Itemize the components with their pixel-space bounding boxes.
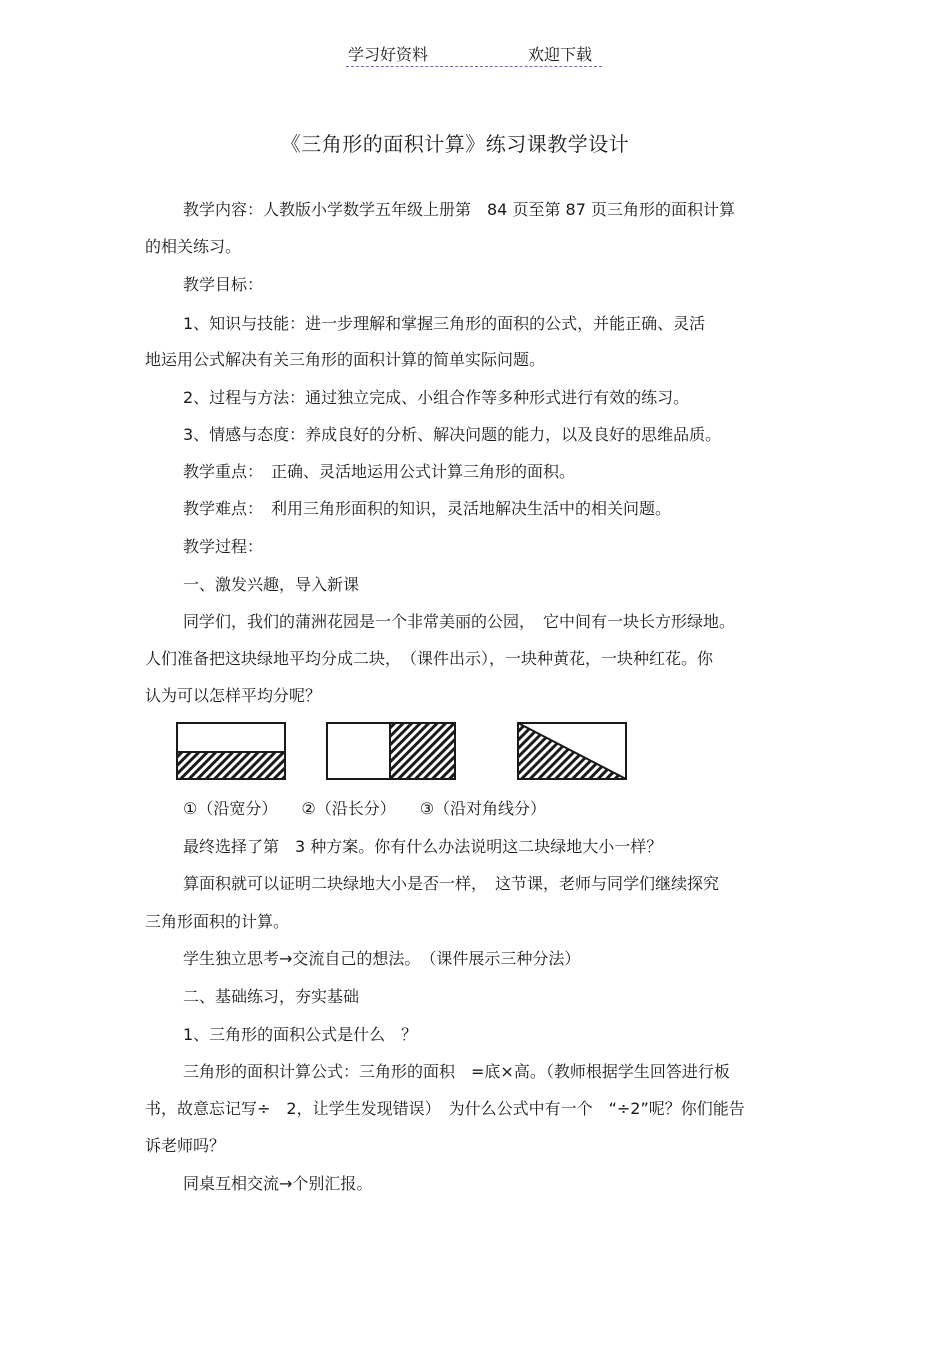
header-right-text: 欢迎下载 — [528, 45, 593, 64]
page-header — [346, 42, 602, 67]
paragraph-line: 诉老师吗？ — [145, 1136, 226, 1155]
paragraph-line: 学生独立思考→交流自己的想法。 （课件展示三种分法） — [183, 949, 581, 968]
paragraph-line: 的相关练习。 — [145, 237, 242, 256]
paragraph-line: 同桌互相交流→个别汇报。 — [183, 1174, 373, 1193]
paragraph-line: 教学重点： 正确、灵活地运用公式计算三角形的面积。 — [183, 462, 576, 481]
paragraph-line: 认为可以怎样平均分呢？ — [145, 686, 322, 705]
paragraph-line: 1、知识与技能：进一步理解和掌握三角形的面积的公式，并能正确、灵活 — [183, 314, 706, 333]
paragraph-line: 教学难点： 利用三角形面积的知识，灵活地解决生活中的相关问题。 — [183, 499, 672, 518]
paragraph-line: 3、情感与态度：养成良好的分析、解决问题的能力，以及良好的思维品质。 — [183, 425, 722, 444]
paragraph-line: 最终选择了第 3 种方案。你有什么办法说明这二块绿地大小一样？ — [183, 837, 663, 856]
paragraph-line: 地运用公式解决有关三角形的面积计算的简单实际问题。 — [145, 350, 546, 369]
paragraph-line: 教学过程： — [183, 537, 264, 556]
diagram-split-length — [326, 722, 458, 782]
paragraph-line: 人们准备把这块绿地平均分成二块， （课件出示），一块种黄花，一块种红花。你 — [145, 649, 714, 668]
diagram-split-diagonal — [517, 722, 629, 782]
paragraph-line: 二、基础练习，夯实基础 — [183, 987, 360, 1006]
paragraph-line: 同学们，我们的蒲洲花园是一个非常美丽的公园， 它中间有一块长方形绿地。 — [183, 612, 736, 631]
paragraph-line: 书，故意忘记写÷ 2，让学生发现错误） 为什么公式中有一个 “÷2”呢？你们能告 — [145, 1099, 745, 1118]
document-title: 《三角形的面积计算》练习课教学设计 — [280, 132, 630, 156]
paragraph-line: 教学目标： — [183, 275, 264, 294]
diagram-split-width — [176, 722, 288, 782]
paragraph-line: 2、过程与方法：通过独立完成、小组合作等多种形式进行有效的练习。 — [183, 388, 690, 407]
header-left-text: 学习好资料 — [348, 45, 429, 64]
diagram-captions: ①（沿宽分） ②（沿长分） ③（沿对角线分） — [183, 799, 547, 818]
paragraph-line: 算面积就可以证明二块绿地大小是否一样， 这节课，老师与同学们继续探究 — [183, 874, 720, 893]
paragraph-line: 教学内容：人教版小学数学五年级上册第 84 页至第 87 页三角形的面积计算 — [183, 200, 735, 219]
paragraph-line: 三角形面积的计算。 — [145, 912, 290, 931]
paragraph-line: 三角形的面积计算公式：三角形的面积 =底×高。（教师根据学生回答进行板 — [183, 1062, 730, 1081]
division-diagrams — [0, 720, 950, 784]
paragraph-line: 1、三角形的面积公式是什么 ？ — [183, 1025, 418, 1044]
paragraph-line: 一、激发兴趣，导入新课 — [183, 575, 360, 594]
